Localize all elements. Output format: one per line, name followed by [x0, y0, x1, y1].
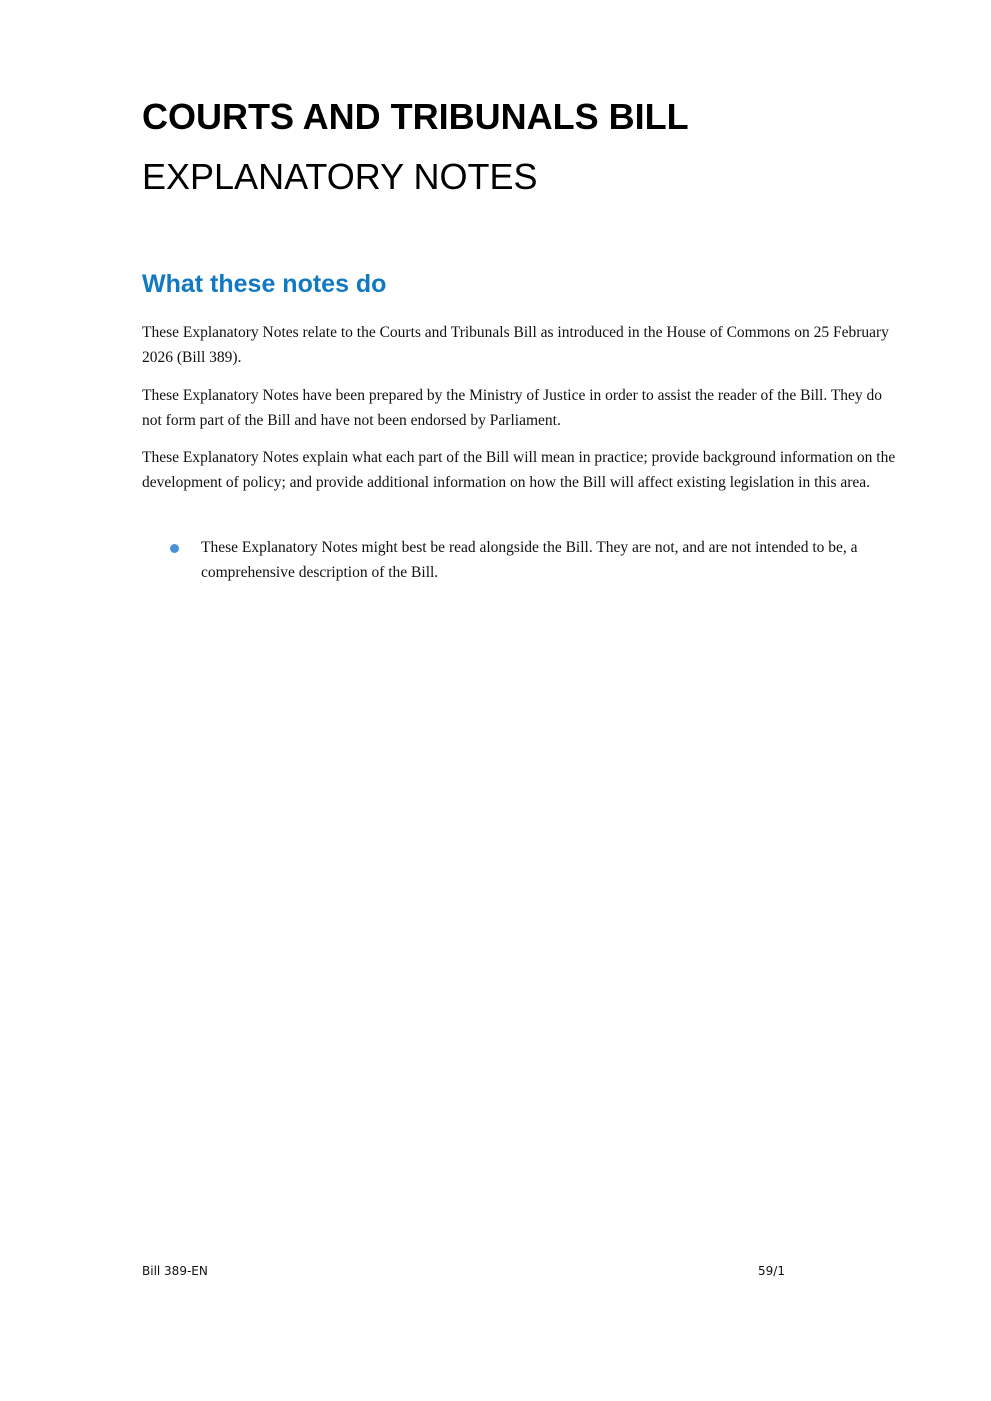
document-subtitle: EXPLANATORY NOTES — [142, 156, 538, 197]
bullet-dot-icon — [170, 544, 179, 553]
paragraph-1: These Explanatory Notes relate to the Courts and Tribunals Bill as introduced in the House of Commons on 25 February 2026 (Bill 389). — [142, 324, 889, 366]
footer-page-number: 59/1 — [758, 1264, 785, 1278]
paragraph-2: These Explanatory Notes have been prepared by the Ministry of Justice in order to assist the reader of the Bill. They do not form part of the Bill and have not been endorsed by Parliament. — [142, 387, 883, 429]
bullet-list-item — [170, 535, 870, 585]
document-title: COURTS AND TRIBUNALS BILL — [142, 96, 689, 137]
bullet-text: These Explanatory Notes might best be read alongside the Bill. They are not, and are not intended to be, a comprehensive description of the Bill. — [201, 539, 858, 581]
section-heading: What these notes do — [142, 270, 387, 298]
footer-bill-reference: Bill 389-EN — [142, 1264, 208, 1278]
paragraph-3: These Explanatory Notes explain what each part of the Bill will mean in practice; provide background information on the development of policy; and provide additional information on how the Bill will affect existing legislation in this area. — [142, 449, 896, 491]
